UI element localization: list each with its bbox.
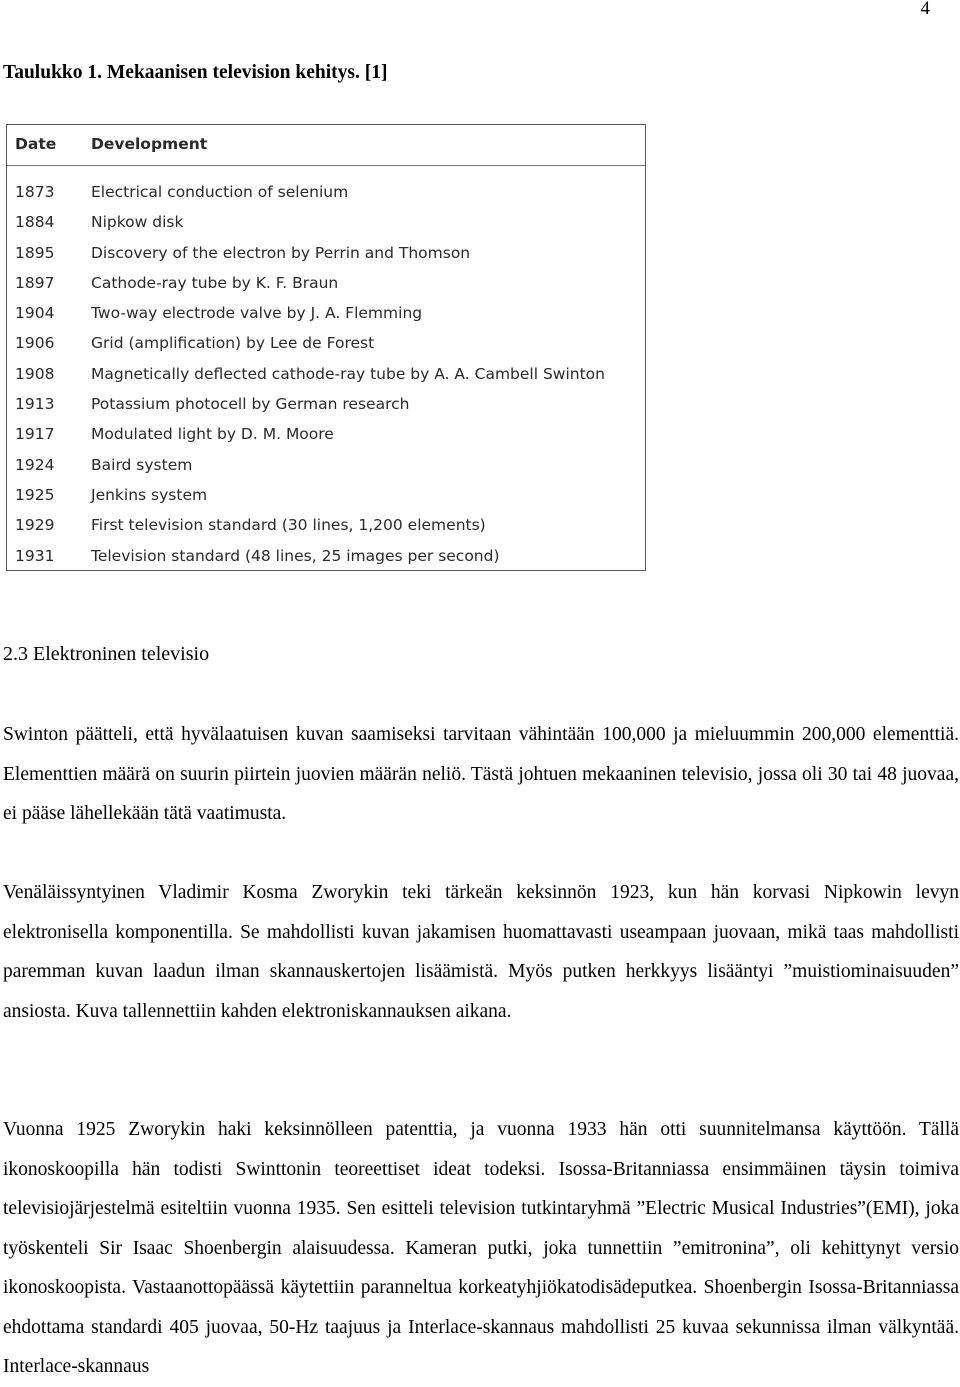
cell-date: 1925 xyxy=(15,485,55,504)
column-header-development: Development xyxy=(91,135,208,153)
table-row xyxy=(7,177,645,207)
cell-development: Potassium photocell by German research xyxy=(91,395,410,414)
cell-development: Grid (amplification) by Lee de Forest xyxy=(91,334,375,353)
cell-date: 1913 xyxy=(15,395,55,414)
cell-date: 1895 xyxy=(15,243,55,262)
cell-development: Cathode-ray tube by K. F. Braun xyxy=(91,273,339,292)
table-row xyxy=(7,389,645,419)
cell-development: Television standard (48 lines, 25 images per second) xyxy=(91,546,500,565)
cell-date: 1929 xyxy=(15,516,55,535)
table-row xyxy=(7,298,645,328)
cell-date: 1904 xyxy=(15,304,55,323)
cell-development: Discovery of the electron by Perrin and Thomson xyxy=(91,243,471,262)
table-row xyxy=(7,419,645,449)
table-row xyxy=(7,268,645,298)
cell-development: Baird system xyxy=(91,455,193,474)
cell-development: First television standard (30 lines, 1,200 elements) xyxy=(91,516,486,535)
cell-date: 1906 xyxy=(15,334,55,353)
cell-date: 1924 xyxy=(15,455,55,474)
table-row xyxy=(7,238,645,268)
cell-development: Two-way electrode valve by J. A. Flemming xyxy=(91,304,423,323)
page-number: 4 xyxy=(920,0,930,19)
cell-date: 1884 xyxy=(15,213,55,232)
cell-date: 1873 xyxy=(15,183,55,201)
cell-development: Magnetically deflected cathode-ray tube by A. A. Cambell Swinton xyxy=(91,364,605,383)
table-caption: Taulukko 1. Mekaanisen television kehitys. [1] xyxy=(3,62,388,83)
paragraph-emi: Vuonna 1925 Zworykin haki keksinnölleen patenttia, ja vuonna 1933 hän otti suunnitelmansa käyttöön. Tällä ikonoskoopilla hän todisti Swinttonin teoreettiset ideat todeksi. Isossa-Britanniassa ensimmäinen täysin toimiva televisiojärjestelmä esiteltiin vuonna 1935. Sen esitteli television tutkintaryhmä ”Electric Musical Industries”(EMI), joka työskenteli Sir Isaac Shoenbergin alaisuudessa. Kameran putki, joka tunnettiin ”emitronina”, oli kehittynyt versio ikonoskoopista. Vastaanottopäässä käytettiin paranneltua korkeatyhjiökatodisädeputkea. Shoenbergin Isossa-Britanniassa ehdottama standardi 405 juovaa, 50-Hz taajuus ja Interlace-skannaus mahdollisti 25 kuvaa sekunnissa ilman välkyntää. Interlace-skannaus xyxy=(3,1119,959,1377)
cell-development: Jenkins system xyxy=(91,485,208,504)
paragraph-swinton: Swinton päätteli, että hyvälaatuisen kuvan saamiseksi tarvitaan vähintään 100,000 ja mieluummin 200,000 elementtiä. Elementtien määrä on suurin piirtein juovien määrän neliö. Tästä johtuen mekaaninen televisio, jossa oli 30 tai 48 juovaa, ei pääse lähellekään tätä vaatimusta. xyxy=(3,724,959,824)
table-row xyxy=(7,541,645,571)
cell-date: 1931 xyxy=(15,546,55,565)
table-row xyxy=(7,510,645,540)
table-row xyxy=(7,450,645,480)
table-row xyxy=(7,207,645,237)
cell-date: 1897 xyxy=(15,273,55,292)
cell-development: Modulated light by D. M. Moore xyxy=(91,425,334,444)
development-table xyxy=(6,124,646,571)
column-header-date: Date xyxy=(15,135,57,153)
table-row xyxy=(7,359,645,389)
table-row xyxy=(7,480,645,510)
table-body xyxy=(7,177,645,571)
section-heading: 2.3 Elektroninen televisio xyxy=(3,643,210,665)
cell-date: 1917 xyxy=(15,425,55,444)
cell-date: 1908 xyxy=(15,364,55,383)
cell-development: Electrical conduction of selenium xyxy=(91,183,349,201)
table-header xyxy=(7,125,645,166)
table-row xyxy=(7,328,645,358)
paragraph-zworykin: Venäläissyntyinen Vladimir Kosma Zworykin teki tärkeän keksinnön 1923, kun hän korvasi Nipkowin levyn elektronisella komponentilla. Se mahdollisti kuvan jakamisen huomattavasti useampaan juovaan, mikä taas mahdollisti paremman kuvan laadun ilman skannauskertojen lisäämistä. Myös putken herkkyys lisääntyi ”muistiominaisuuden” ansiosta. Kuva tallennettiin kahden elektroniskannauksen aikana. xyxy=(3,882,959,1022)
cell-development: Nipkow disk xyxy=(91,213,184,232)
